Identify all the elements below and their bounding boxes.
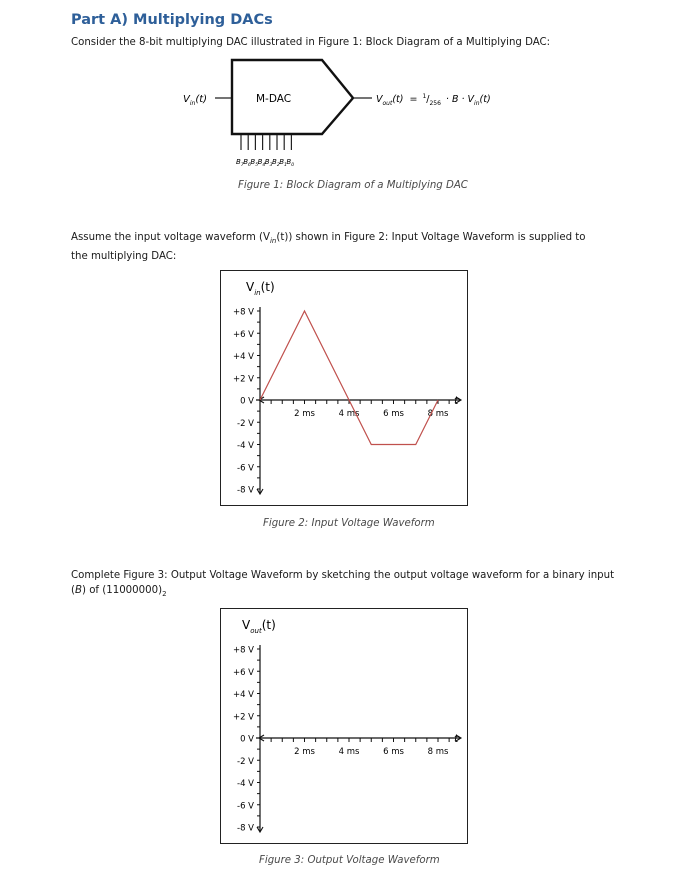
mdac-label: M-DAC bbox=[256, 93, 292, 105]
bit-label: $B_0$ bbox=[286, 158, 295, 168]
input-label: $V_{in}(t)$ bbox=[183, 94, 208, 107]
assume-paragraph: Assume the input voltage waveform $(V_{in}(t))$ shown in Figure 2: Input Voltage Waveform is supplied to the multiplying DAC: bbox=[71, 232, 586, 263]
figure1-caption: Figure 1: Block Diagram of a Multiplying DAC bbox=[238, 180, 468, 191]
y-tick-label: +8 V bbox=[232, 307, 254, 318]
bit-label: $B_1$ bbox=[279, 158, 287, 168]
y-tick-label: -8 V bbox=[237, 485, 254, 496]
y-tick-label: -2 V bbox=[237, 418, 254, 429]
y-tick-label: -4 V bbox=[237, 779, 254, 789]
bit-input-pins bbox=[241, 135, 291, 150]
y-tick-label: +4 V bbox=[232, 690, 254, 700]
y-tick-label: +6 V bbox=[232, 667, 254, 678]
figure3-frame bbox=[221, 609, 468, 844]
bit-label: $B_4$ bbox=[257, 158, 266, 168]
x-tick-label: 4 ms bbox=[338, 747, 360, 757]
x-tick-label: 6 ms bbox=[383, 409, 404, 419]
y-tick-label: -6 V bbox=[237, 463, 254, 474]
y-tick-label: 0 V bbox=[240, 734, 254, 745]
y-tick-label: -2 V bbox=[237, 756, 254, 767]
y-tick-label: +6 V bbox=[232, 329, 254, 340]
bit-label: $B_6$ bbox=[243, 158, 251, 168]
bit-label: $B_3$ bbox=[264, 158, 273, 168]
x-tick-label: 8 ms bbox=[427, 747, 449, 757]
bit-label: $B_2$ bbox=[272, 158, 280, 168]
figure2-caption: Figure 2: Input Voltage Waveform bbox=[263, 518, 435, 529]
y-tick-label: +8 V bbox=[232, 645, 254, 656]
bit-label: $B_7$ bbox=[236, 158, 244, 168]
x-tick-label: 2 ms bbox=[294, 409, 315, 419]
figure2-frame bbox=[221, 271, 468, 506]
figure3-xlabel: t bbox=[454, 732, 459, 745]
y-tick-label: +4 V bbox=[232, 352, 254, 362]
x-tick-label: 4 ms bbox=[338, 409, 360, 419]
y-tick-label: 0 V bbox=[240, 396, 254, 407]
bit-labels bbox=[236, 158, 294, 168]
mdac-block bbox=[232, 60, 353, 134]
figure3-chart bbox=[220, 608, 468, 844]
figure2-chart bbox=[220, 270, 468, 506]
intro-paragraph: Consider the 8-bit multiplying DAC illustrated in Figure 1: Block Diagram of a Multiplying DAC: bbox=[71, 37, 551, 48]
y-tick-label: +2 V bbox=[232, 374, 254, 385]
y-tick-label: -6 V bbox=[237, 801, 254, 812]
output-equation: $V_{out}(t) = ^1/_{256} \cdot B \cdot V_{in}(t)$ bbox=[376, 93, 491, 107]
figure3-caption: Figure 3: Output Voltage Waveform bbox=[259, 855, 440, 866]
complete-paragraph: Complete Figure 3: Output Voltage Waveform by sketching the output voltage waveform for a binary input (B) of $(11000000)_2$ bbox=[71, 570, 615, 599]
y-tick-label: +2 V bbox=[232, 712, 254, 723]
x-tick-label: 6 ms bbox=[383, 747, 404, 757]
bit-label: $B_5$ bbox=[250, 158, 259, 168]
figure2-xlabel: t bbox=[454, 394, 459, 407]
y-tick-label: -8 V bbox=[237, 823, 254, 834]
x-tick-label: 2 ms bbox=[294, 747, 315, 757]
x-tick-label: 8 ms bbox=[427, 409, 449, 419]
section-title: Part A) Multiplying DACs bbox=[71, 12, 273, 28]
y-tick-label: -4 V bbox=[237, 441, 254, 451]
figure3-ylabel: $V_{out}(t)$ bbox=[242, 618, 276, 635]
figure1-block-diagram bbox=[0, 52, 684, 182]
figure2-ylabel: $V_{in}(t)$ bbox=[246, 280, 275, 297]
